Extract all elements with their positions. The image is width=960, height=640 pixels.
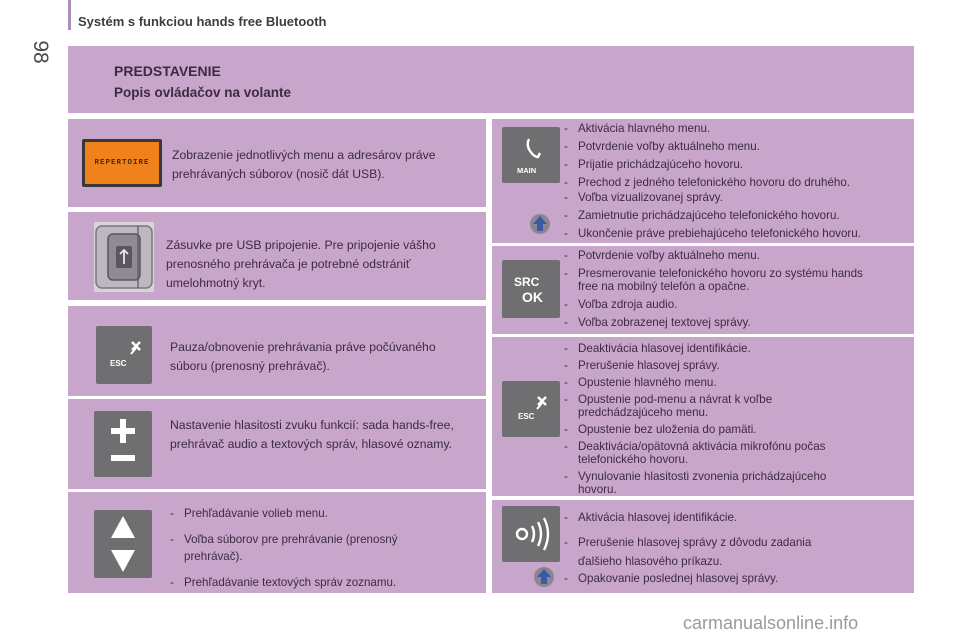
list-item: - Deaktivácia/opätovná aktivácia mikrofónu počas telefonického hovoru. bbox=[562, 440, 907, 466]
list-item: - Prerušenie hlasovej správy z dôvodu zadania ďalšieho hlasového príkazu. bbox=[562, 533, 907, 571]
esc-button-label: ESC bbox=[518, 412, 535, 421]
volume-description: Nastavenie hlasitosti zvuku funkcií: sada hands-free, prehrávač audio a textových správ, hlasové oznamy. bbox=[170, 418, 454, 451]
panel-arrows bbox=[68, 492, 486, 593]
watermark: carmanualsonline.info bbox=[683, 613, 859, 633]
list-item: - Prehľadávanie textových správ zoznamu. bbox=[168, 576, 478, 589]
section-title: PREDSTAVENIE bbox=[114, 63, 221, 79]
header-title: Systém s funkciou hands free Bluetooth bbox=[78, 14, 327, 29]
list-item: - Zamietnutie prichádzajúceho telefonického hovoru. bbox=[562, 209, 907, 222]
list-item: - Vynulovanie hlasitosti zvonenia prichádzajúceho hovoru. bbox=[562, 470, 907, 496]
list-item: - Voľba zobrazenej textovej správy. bbox=[562, 316, 907, 329]
list-item: - Prijatie prichádzajúceho hovoru. bbox=[562, 158, 907, 171]
list-item: - Opakovanie poslednej hlasovej správy. bbox=[562, 572, 907, 585]
list-item: - Voľba zdroja audio. bbox=[562, 298, 907, 311]
section-subtitle: Popis ovládačov na volante bbox=[114, 85, 292, 100]
list-item: - Prehľadávanie volieb menu. bbox=[168, 507, 478, 520]
list-item: - Potvrdenie voľby aktuálneho menu. bbox=[562, 249, 907, 262]
arrows-list bbox=[168, 507, 478, 589]
main-button-label: MAIN bbox=[517, 166, 537, 175]
list-item: - Ukončenie práve prebiehajúceho telefonického hovoru. bbox=[562, 227, 907, 240]
long-press-icon bbox=[532, 566, 556, 588]
panel-main bbox=[492, 119, 914, 243]
main-list bbox=[562, 122, 907, 189]
src-list bbox=[562, 249, 907, 329]
list-item: - Potvrdenie voľby aktuálneho menu. bbox=[562, 140, 907, 153]
src-ok-button-icon bbox=[502, 260, 560, 318]
panel-esc-right bbox=[492, 337, 914, 496]
repertoire-button-label: REPERTOIRE bbox=[94, 159, 150, 167]
repertoire-description: Zobrazenie jednotlivých menu a adresárov práve prehrávaných súborov (nosič dát USB). bbox=[172, 148, 436, 181]
usb-description: Zásuvke pre USB pripojenie. Pre pripojenie vášho prenosného prehrávača je potrebné odstrániť umelohmotný kryt. bbox=[166, 238, 436, 290]
panel-esc-left bbox=[68, 306, 486, 396]
esc-button-icon bbox=[96, 326, 152, 384]
esc-left-description: Pauza/obnovenie prehrávania práve počúvaného súboru (prenosný prehrávač). bbox=[170, 340, 436, 373]
voice-list bbox=[562, 511, 907, 571]
volume-plus-minus-icon bbox=[94, 411, 152, 477]
list-item: - Voľba vizualizovanej správy. bbox=[562, 191, 907, 204]
list-item: - Prechod z jedného telefonického hovoru do druhého. bbox=[562, 176, 907, 189]
list-item: - Prerušenie hlasovej správy. bbox=[562, 359, 907, 372]
page-number: 98 bbox=[29, 40, 52, 64]
long-press-icon bbox=[528, 213, 552, 235]
esc-right-list bbox=[562, 342, 907, 496]
repertoire-button-icon bbox=[82, 139, 162, 187]
list-item: - Deaktivácia hlasovej identifikácie. bbox=[562, 342, 907, 355]
esc-button-icon bbox=[502, 381, 560, 437]
main-button-icon bbox=[502, 127, 560, 183]
src-button-label: SRC bbox=[514, 275, 540, 289]
list-item: - Voľba súborov pre prehrávanie (prenosný prehrávač). bbox=[168, 531, 478, 565]
panel-usb bbox=[68, 212, 486, 300]
sidebar-accent-line bbox=[68, 0, 71, 30]
panel-voice bbox=[492, 500, 914, 593]
esc-button-label: ESC bbox=[110, 359, 127, 368]
list-item: - Opustenie bez uloženia do pamäti. bbox=[562, 423, 907, 436]
panel-src bbox=[492, 246, 914, 334]
list-item: - Opustenie hlavného menu. bbox=[562, 376, 907, 389]
list-item: - Opustenie pod-menu a návrat k voľbe predchádzajúceho menu. bbox=[562, 393, 907, 419]
panel-volume bbox=[68, 399, 486, 489]
section-banner bbox=[68, 46, 914, 113]
phone-handset-icon bbox=[528, 139, 540, 157]
voice-command-button-icon bbox=[502, 506, 560, 562]
list-item: - Aktivácia hlavného menu. bbox=[562, 122, 907, 135]
up-down-arrows-icon bbox=[94, 510, 152, 578]
voice-sub-list bbox=[562, 572, 907, 585]
list-item: - Aktivácia hlasovej identifikácie. bbox=[562, 511, 907, 524]
usb-port-icon bbox=[94, 222, 154, 292]
ok-button-label: OK bbox=[522, 289, 543, 305]
panel-repertoire bbox=[68, 119, 486, 207]
main-sub-list bbox=[562, 191, 907, 240]
list-item: - Presmerovanie telefonického hovoru zo systému hands free na mobilný telefón a opačne. bbox=[562, 267, 907, 293]
